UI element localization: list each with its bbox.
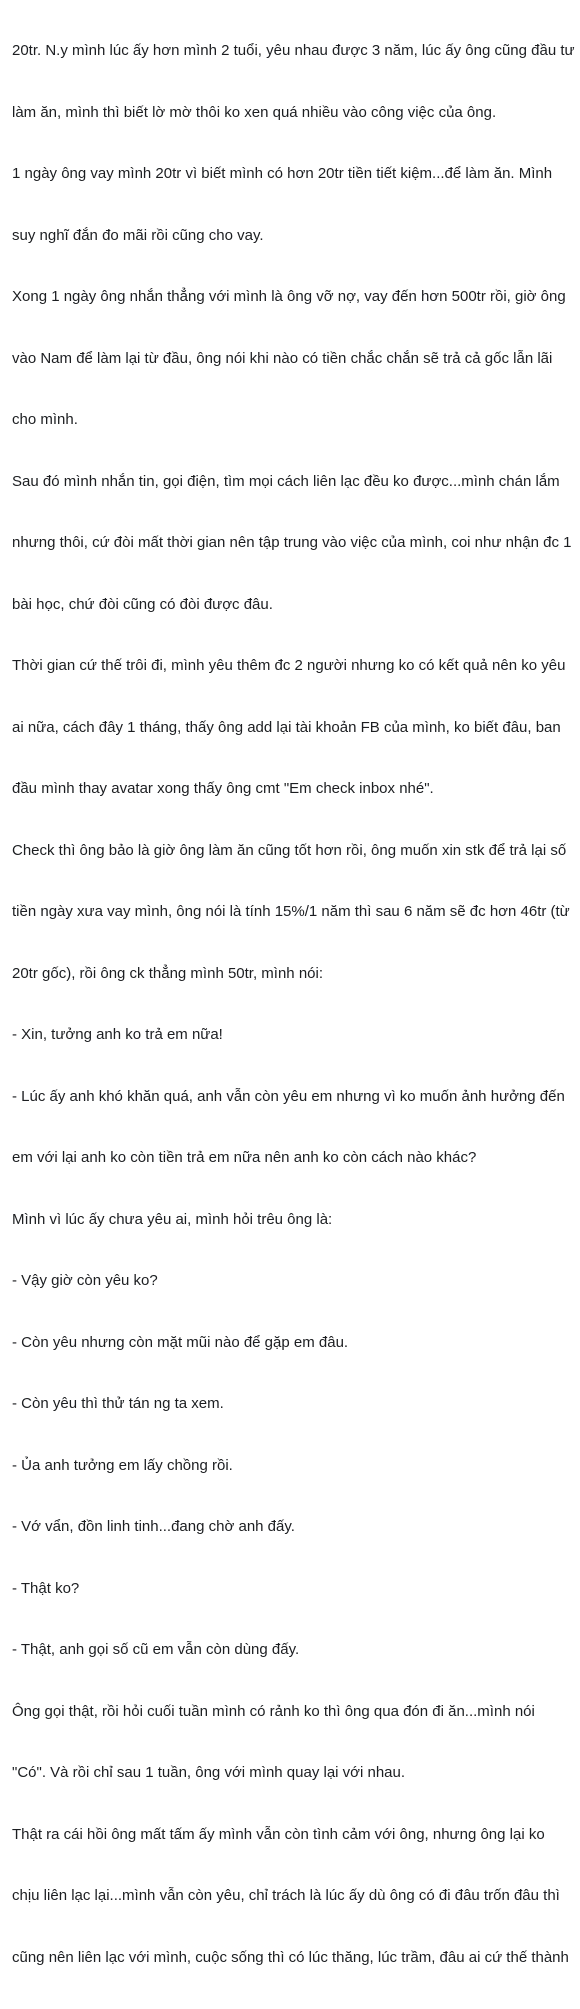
text-line: ai nữa, cách đây 1 tháng, thấy ông add lại tài khoản FB của mình, ko biết đâu, ban [12,718,561,736]
text-line: Mình vì lúc ấy chưa yêu ai, mình hỏi trêu ông là: [12,1210,333,1228]
text-line: - Ủa anh tưởng em lấy chồng rồi. [12,1456,233,1474]
text-line: - Thật ko? [12,1579,80,1597]
text-line: - Thật, anh gọi số cũ em vẫn còn dùng đấy. [12,1641,300,1658]
text-line: 20tr. N.y mình lúc ấy hơn mình 2 tuổi, yêu nhau được 3 năm, lúc ấy ông cũng đầu tư [12,42,575,59]
text-line: vào Nam để làm lại từ đầu, ông nói khi nào có tiền chắc chắn sẽ trả cả gốc lẫn lãi [12,349,553,367]
text-line: Sau đó mình nhắn tin, gọi điện, tìm mọi cách liên lạc đều ko được...mình chán lắm [12,472,560,490]
text-line: suy nghĩ đắn đo mãi rồi cũng cho vay. [12,226,264,244]
text-line: - Lúc ấy anh khó khăn quá, anh vẫn còn yêu em nhưng vì ko muốn ảnh hưởng đến [12,1087,565,1105]
text-line: - Còn yêu thì thử tán ng ta xem. [12,1395,224,1412]
text-line: "Có". Và rồi chỉ sau 1 tuần, ông với mình quay lại với nhau. [12,1764,406,1781]
text-line: làm ăn, mình thì biết lờ mờ thôi ko xen quá nhiều vào công việc của ông. [12,103,497,121]
text-line: 1 ngày ông vay mình 20tr vì biết mình có hơn 20tr tiền tiết kiệm...để làm ăn. Mình [12,165,553,182]
post-body [12,0,578,1966]
text-line: bài học, chứ đòi cũng có đòi được đâu. [12,595,273,613]
text-line: nhưng thôi, cứ đòi mất thời gian nên tập trung vào việc của mình, coi như nhận đc 1 [12,534,572,551]
text-line: em với lại anh ko còn tiền trả em nữa nên anh ko còn cách nào khác? [12,1149,477,1166]
text-line: chịu liên lạc lại...mình vẫn còn yêu, chỉ trách là lúc ấy dù ông có đi đâu trốn đâu thì [12,1887,560,1904]
text-line: Thời gian cứ thế trôi đi, mình yêu thêm đc 2 người nhưng ko có kết quả nên ko yêu [12,657,566,674]
text-line: tiền ngày xưa vay mình, ông nói là tính 15%/1 năm thì sau 6 năm sẽ đc hơn 46tr (từ [12,903,570,920]
text-line: Thật ra cái hồi ông mất tấm ấy mình vẫn còn tình cảm với ông, nhưng ông lại ko [12,1825,545,1843]
text-line: - Còn yêu nhưng còn mặt mũi nào để gặp em đâu. [12,1333,349,1351]
text-line: - Vớ vẩn, đồn linh tinh...đang chờ anh đấy. [12,1518,295,1535]
post-text [12,0,578,2009]
text-line: cũng nên liên lạc với mình, cuộc sống thì có lúc thăng, lúc trầm, đâu ai cứ thế thành [12,1948,569,1966]
text-line: 20tr gốc), rồi ông ck thẳng mình 50tr, mình nói: [12,964,324,982]
text-line: Check thì ông bảo là giờ ông làm ăn cũng tốt hơn rồi, ông muốn xin stk để trả lại số [12,841,567,859]
text-line: - Xin, tưởng anh ko trả em nữa! [12,1026,223,1043]
text-line: đầu mình thay avatar xong thấy ông cmt "Em check inbox nhé". [12,780,434,797]
text-line: Xong 1 ngày ông nhắn thẳng với mình là ông vỡ nợ, vay đến hơn 500tr rồi, giờ ông [12,288,566,305]
text-line: cho mình. [12,411,78,428]
text-line: Ông gọi thật, rồi hỏi cuối tuần mình có rảnh ko thì ông qua đón đi ăn...mình nói [12,1702,535,1720]
text-line: - Vậy giờ còn yêu ko? [12,1272,158,1289]
